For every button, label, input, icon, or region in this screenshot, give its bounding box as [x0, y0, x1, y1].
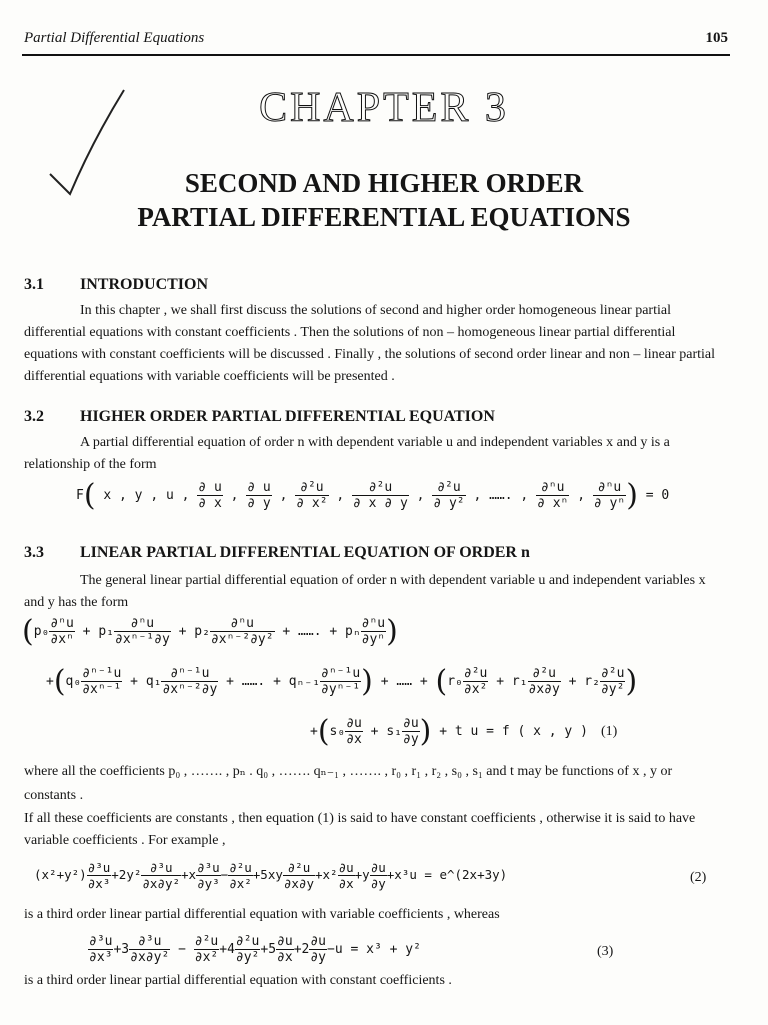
section-text: The general linear partial differential equation of order n with dependent variable u and independent variables x and y has the form — [24, 573, 706, 610]
equation-number: (3) — [597, 944, 614, 959]
equation-3: $\frac{\text{∂³u}}{\text{∂x³}}$ +3 $\frac{\text{∂³u}}{\text{∂x∂y²}}$ − $\frac{\text{∂²u}}{\text{∂x²}}$ +4 $\frac{\text{∂²u}}{\text{∂y²}}$ +5 $\frac{\partial u}{\partial x}$ +2 $\frac{\partial u}{\partial y}$ −u = x³ + y² — [89, 934, 421, 965]
section-text: In this chapter , we shall first discuss the solutions of second and higher order homogeneous linear partial differential equations with constant coefficients . Then the solutions of non – homogeneous linear partial differential equations with constant coefficients will be discussed . Finally , the solutions of second order linear and non – linear partial differential equations with variable coefficients will be presented . — [24, 303, 716, 384]
header-rule — [22, 54, 730, 56]
page-number: 105 — [705, 30, 728, 46]
equation-linear-line2: +(q₀ $\frac{\text{∂ⁿ⁻¹u}}{\text{∂xⁿ⁻¹}}$ + q₁ $\frac{\text{∂ⁿ⁻¹u}}{\text{∂xⁿ⁻²∂y}}$ + ……. + qₙ₋₁ $\frac{\text{∂ⁿ⁻¹u}}{\text{∂yⁿ⁻¹}}$ ) + …… + (r₀ $\frac{\text{∂²u}}{\text{∂x²}}$ + r₁ $\frac{\text{∂²u}}{\partial x\partial y}$ + r₂ $\frac{\text{∂²u}}{\text{∂y²}}$ ) — [46, 664, 638, 699]
running-header: Partial Differential Equations — [24, 30, 205, 46]
equation-general-F: F( x , y , u , $\frac{\partial u}{\partial x}$ , $\frac{\partial u}{\partial y}$ , $\frac{\text{∂²u}}{\text{∂ x²}}$ , $\frac{\text{∂²u}}{\partial x \partial y}$ , $\frac{\text{∂²u}}{\text{∂ y²}}$ , ……. , $\frac{\text{∂ⁿu}}{\text{∂ xⁿ}}$ , $\frac{\text{∂ⁿu}}{\text{∂ yⁿ}}$ ) = 0 — [76, 478, 670, 513]
equation-linear-line3: +(s₀ $\frac{\partial u}{\partial x}$ + s₁ $\frac{\partial u}{\partial y}$ ) + t u = f ( x , y ) — [310, 714, 588, 749]
sentence: is a third order linear partial differential equation with constant coefficients . — [24, 973, 452, 988]
coefficient-note: where all the coefficients p₀ , ……. , pₙ . q₀ , ……. qₙ₋₁ , ……. , r₀ , r₁ , r₂ , s₀ , s₁ and t may be functions of x , y or constants . — [24, 764, 673, 803]
equation-number: (1) — [601, 724, 618, 739]
sentence: is a third order linear partial differential equation with variable coefficients , whereas — [24, 907, 500, 922]
equation-2: (x²+y²) $\frac{\text{∂³u}}{\text{∂x³}}$ +2y² $\frac{\text{∂³u}}{\text{∂x∂y²}}$ +x $\frac{\text{∂³u}}{\text{∂y³}}$ − $\frac{\text{∂²u}}{\text{∂x²}}$ +5xy $\frac{\text{∂²u}}{\partial x\partial y}$ +x² $\frac{\partial u}{\partial x}$ +y $\frac{\partial u}{\partial y}$ +x³u = e^(2x+3y) — [34, 860, 508, 891]
equation-linear-line1: (p₀ $\frac{\text{∂ⁿu}}{\text{∂xⁿ}}$ + p₁ $\frac{\text{∂ⁿu}}{\text{∂xⁿ⁻¹∂y}}$ + p₂ $\frac{\text{∂ⁿu}}{\text{∂xⁿ⁻²∂y²}}$ + ……. + pₙ $\frac{\text{∂ⁿu}}{\text{∂yⁿ}}$ ) — [22, 614, 398, 649]
section-text: A partial differential equation of order n with dependent variable u and independent variables x and y is a relationship of the form — [24, 435, 670, 472]
chapter-label: CHAPTER 3 — [259, 85, 509, 131]
chapter-title-line1: SECOND AND HIGHER ORDER — [184, 168, 584, 198]
equation-number: (2) — [690, 870, 707, 885]
constant-coefficient-note: If all these coefficients are constants , then equation (1) is said to have constant coefficients , otherwise it is said to have variable coefficients . For example , — [24, 811, 696, 848]
chapter-title-line2: PARTIAL DIFFERENTIAL EQUATIONS — [137, 202, 631, 232]
